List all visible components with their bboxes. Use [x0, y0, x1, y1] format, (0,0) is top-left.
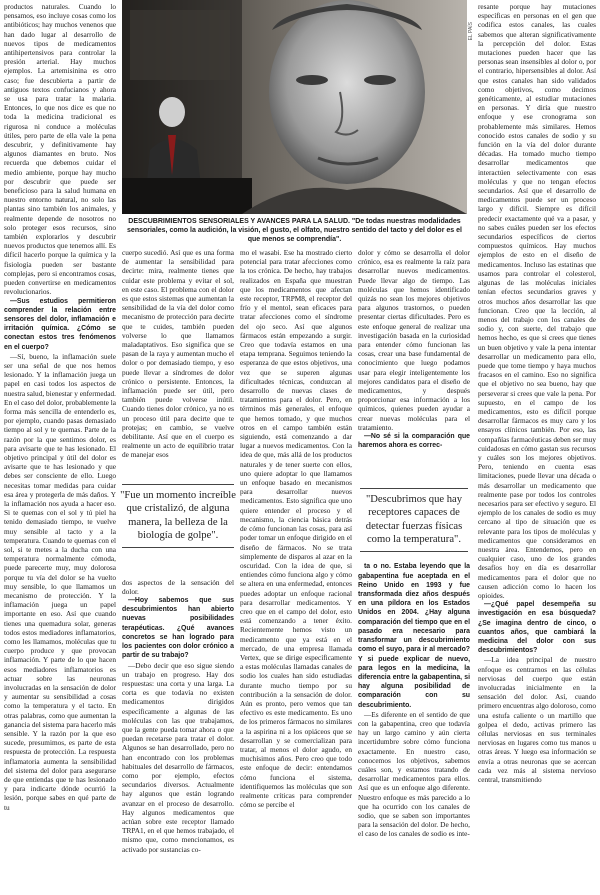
scientist-portrait-image	[122, 0, 467, 214]
article-column-4	[358, 248, 470, 894]
photo-credit: EL PAÍS	[468, 22, 474, 41]
pull-quote-2	[354, 488, 474, 552]
article-column-5	[478, 2, 596, 894]
column-2-bottom	[122, 578, 234, 854]
article-column-2	[122, 248, 234, 894]
article-photo	[122, 0, 467, 214]
article-column-3	[240, 248, 352, 894]
interview-question: —No sé si la comparación que haremos ahora es correc-	[358, 433, 470, 450]
interview-question: —Hoy sabemos que sus descubrimientos han abierto nuevas posibilidades terapéuticas. ¿Qué avances concretos se han logrado para los pacientes con dolor crónico a partir de su trabajo?	[122, 597, 234, 660]
article-paragraph: —Sí, bueno, la inflamación suele ser una señal de que nos hemos lesionado. Y la inflamación juega un papel en casi todos los aspectos de nuestra salud, bienestar y enfermedad. En el caso del dolor, probablemente la forma más sencilla de entenderlo es, por ejemplo, cuando pasas demasiado tiempo al sol y te quemas. Parte de la razón por la que sentimos dolor, es para avisarte que te has lesionado. El objetivo principal y útil del dolor es avisarte que te has lesionado y que debes ser consciente de ello. Luego necesitas tomar medidas para cuidar esa área y protegerla de más daños. Y la inflamación nos ayuda a hacer eso. Si te quemas con el sol y tú piel ha tenido demasiado tiempo, te vuelve muy sensible al tacto y a la temperatura. Cuando te quemas con el sol, si te metes a la ducha con una temperatura normalmente cómoda, puede parecerte muy, muy dolorosa porque tu vía del dolor se ha vuelto muy sensible, lo que llamamos un mecanismo de protección. Y la inflamación juega un papel importante en eso. Así que cuando tienes una quemadura solar, generas todos estos mediadores inflamatorios, como les llamamos, moléculas que tu cuerpo produce y que provocan inflamación. Y parte de lo que hacen esos mediadores inflamatorios es actuar sobre las neuronas involucradas en la sensación de dolor y aumentar su sensibilidad a cosas como la temperatura y el tacto. En otras palabras, como que aumentan la ganancia del sistema para hacerlo más sensible. Y la razón por la que eso sucede, presumimos, es parte de esta respuesta de protección. La respuesta inflamatoria aumenta la sensibilidad del sistema del dolor para asegurarse de que entiendas que te has lesionado y para indicarte dónde ocurrió la lesión, porque sabes en qué parte de tu	[4, 351, 116, 812]
interview-question: —Sus estudios permitieron comprender la relación entre sensores del dolor, inflamación e irritación química. ¿Cómo se conectan estos tres fenómenos en el cuerpo?	[4, 297, 116, 351]
column-4-bottom	[358, 562, 470, 838]
article-paragraph: dos aspectos de la sensación del dolor.	[122, 577, 234, 596]
pull-quote-2-text: "Descubrimos que hay receptores capaces de detectar fuerzas físicas como la temperatura".	[365, 494, 463, 546]
article-paragraph: mo el wasabi. Ese ha mostrado cierto potencial para tratar afecciones como la tos crónica. De hecho, hay trabajos realizados en España que muestran que los medicamentos que afectan este receptor, TRPM8, el receptor del frío y el mentol, sean eficaces para tratar afecciones como el síndrome del ojo seco. Así que algunos fármacos están empezando a surgir. Creo que todavía estamos en una etapa temprana. Seguimos teniendo la esperanza de que estos objetivos, una vez que se superen algunas dificultades técnicas, conduzcan al desarrollo de nuevas clases de tratamientos para el dolor. Pero, en términos más generales, el enfoque que hemos tomado, y que muchos otros en el campo también están siguiendo, está comenzando a dar lugar a nuevos medicamentos. Con la idea de que, más allá de los productos naturales y de tener suerte con ellos, uno quiere adoptar lo que llamamos un enfoque basado en mecanismos para desarrollar nuevos medicamentos. Esto significa que uno quiere entender el proceso y el mecanismo, la ciencia básica detrás de cómo funcionan las cosas, para así poder tomar un enfoque dirigido en el diseño de fármacos. No se trata simplemente de disparos al azar en la oscuridad. Con la idea de que, si entiendes cómo funciona algo y cómo se altera en una enfermedad, entonces puedes adoptar un enfoque racional para desarrollar medicamentos. Y creo que en el campo del dolor, esto está comenzando a tener éxito. Recientemente hemos visto un medicamento que ya está en el mercado, de una empresa llamada Vertex, que se dirige específicamente a estas moléculas llamadas canales de sodio los cuales han sido estudiadas durante mucho tiempo por su contribución a la sensación de dolor. Aún es pronto, pero vemos que tan efectivo es este medicamento. Es uno de los primeros fármacos no similares a la aspirina ni a los opiáceos que se desarrollan y se comercializan para tratar, al menos el dolor agudo, en muchísimos años. Pero creo que todo este enfoque de decir: entendamos cómo funciona el sistema, identifiquemos las moléculas que son realmente críticas para comprender cómo se percibe el	[240, 248, 352, 810]
article-paragraph: dolor y cómo se desarrolla el dolor crónico, esa es realmente la raíz para desarrollar nuevos medicamentos. Puede llevar algo de tiempo. Las moléculas que hemos identificado quizás no sean los mejores objetivos para algunos trastornos, o pueden presentar ciertas dificultades. Pero es este enfoque general de realizar una investigación basada en la curiosidad para entender cómo funcionan las cosas, crear una base fundamental de conocimiento que luego podamos usar para elegir inteligentemente los mejores candidatos para el diseño de medicamentos, y después proporcionar esa información a los químicos, quienes pueden ayudar a crear nuevas moléculas para el tratamiento.	[358, 248, 470, 432]
interview-question: ta o no. Estaba leyendo que la gabapentina fue aceptada en el Reino Unido en 1993 y fue transformada diez años después en una píldora en los Estados Unidos en 2004. ¿Hay alguna comparación del tiempo que en el pasado era necesario para transformar un descubrimiento como el suyo, para ir al mercado? Y si puede explicar de nuevo, para legos en la medicina, la diferencia entre la gabapentina, si hay alguna posibilidad de comparación con su descubrimiento.	[358, 563, 470, 709]
pull-quote-rule-bottom	[360, 551, 468, 552]
interview-question: —¿Qué papel desempeña su investigación en esa búsqueda? ¿Se imagina dentro de cinco, o cuantos años, que cambiará la medicina del dolor con sus descubrimientos?	[478, 601, 596, 655]
column-4-top	[358, 248, 470, 450]
pull-quote-rule-bottom	[122, 547, 234, 548]
article-paragraph: productos naturales. Cuando lo pensamos, eso incluye cosas como los antibióticos; hay muchos venenos que han dado lugar al desarrollo de nuevos tipos de medicamentos antihipertensivos para controlar la presión arterial. Hay muchos ejemplos. La artemisinina es otro caso; fue descubierta a partir de antiguos textos confucianos y ahora se usa para tratar la malaria. Entonces, lo que nos dice es que no toda la medicina tradicional es rigurosa ni conduce a moléculas útiles, pero parte de ella vale la pena descubrir, y definitivamente hay algunos diamantes en bruto. Nos recuerda que debemos cuidar el medio ambiente, porque hay mucho por descubrir que puede ser beneficioso para la salud humana en nuestro entorno natural, no solo las plantas sino también los animales, y realmente depende de nosotros no solo proteger esos recursos, sino también explorarlos y descubrir nuevos productos que tenemos allí. Es difícil hacerlo porque la química y la fisiología pueden ser bastante complejas, pero si encontramos cosas, pueden convertirse en medicamentos revolucionarios.	[4, 2, 116, 297]
article-paragraph: resante porque hay mutaciones específicas en personas en el gen que codifica estos canales, las cuales sabemos que alteran significativamente la percepción del dolor. Estas mutaciones pueden hacer que las personas sean insensibles al dolor o, por el contrario, hipersensibles al dolor. Así que estos canales han sido validados como objetivos, como decimos genéticamente, al estudiar mutaciones en personas. Y diría que nuestro enfoque y ese cronograma son probablemente más similares. Hemos conocido estos canales de sodio y su función en la vía del dolor durante décadas. Ha tomado mucho tiempo desarrollar medicamentos que interactúen selectivamente con esas moléculas y que no tengan efectos secundarios. Así que el desarrollo de medicamentos puede ser un proceso largo y difícil. Siempre es difícil predecir exactamente qué va a pasar, y no sabes cuáles pueden ser los efectos secundarios específicos de ciertos compuestos químicos. Hay muchos ejemplos de esto en el diseño de medicamentos. Incluso las estatinas que usamos para controlar el colesterol, algunas de las moléculas iniciales tenían efectos secundarios graves y otros muchos años desarrollar las que funcionan. Creo que la lección, al menos del trabajo con los canales de sodio y, con suerte, del trabajo que hemos hecho, es que si crees que tienes un buen objetivo y vale la pena intentar desarrollar un medicamento para ello, puede que tome tiempo y haya muchos fracasos en el camino. Eso no significa que el objetivo no sea bueno, hay que perseverar si crees que vale la pena. Por supuesto, en el campo de los medicamentos, esto es difícil porque desarrollar fármacos es muy caro y los ensayos clínicos también. Por eso, las compañías farmacéuticas deben ser muy cuidadosas en cómo gastan sus recursos y cuáles son los mejores objetivos. Pero, teniendo en cuenta esas limitaciones, puede llevar una década o más desarrollar un medicamento que realmente pase por todos los controles necesarios para ser efectivo y seguro. El ejemplo de los canales de sodio es muy cercano al tipo de situación que es relevante para los tipos de moléculas y medicamentos que consideramos en nuestra área. Entendemos, pero en cualquier caso, uno de los grandes desafíos hoy en día es desarrollar medicamentos para el dolor que no causen adicción como lo hacen los opioides.	[478, 2, 596, 600]
article-paragraph: —Debo decir que eso sigue siendo un trabajo en progreso. Hay dos respuestas: una corta y una larga. La corta es que todavía no existen medicamentos dirigidos específicamente a algunas de las moléculas con las que trabajamos, que la gente pueda tomar ahora o que puedan recetarse para tratar el dolor. Algunos se han desarrollado, pero no han encontrado con los problemas habituales del desarrollo de fármacos, como por ejemplo, efectos secundarios diversos. Actualmente hay algunos que están logrando avanzar en el proceso de desarrollo. Hay algunos medicamentos que actúan sobre este receptor llamado TRPA1, en el que hemos trabajado, el mismo que, como mencionamos, es activado por sustancias co-	[122, 660, 234, 854]
article-paragraph: —La idea principal de nuestro enfoque es centrarnos en las células nerviosas del cuerpo que están involucradas inicialmente en la sensación del dolor. Así, cuando primero encuentras algo doloroso, como una estufa caliente o un martillo que golpea el dedo, activas primero las células nerviosas en sus terminales nerviosas en lugares como tus manos u otras áreas. Y luego esa información se envía a otras neuronas que se acercan cada vez más al sistema nervioso central, transmitiendo	[478, 655, 596, 785]
pull-quote-1-text: "Fue un momento increíble que cristalizó, de alguna manera, la belleza de la biología de golpe".	[120, 490, 236, 542]
article-paragraph: cuerpo sucedió. Así que es una forma de aumentar la sensibilidad para decirte: mira, realmente tienes que cuidar este problema y evitar el sol, en este caso. El problema con el dolor es que estos sistemas que aumentan la sensibilidad de la vía del dolor como mecanismo de protección para decirte que te cuides, también pueden volverse lo que llamamos maladaptativos. Eso significa que se pasan de la raya y aumentan mucho el dolor o por demasiado tiempo, y eso puede llevar a síndromes de dolor crónico o persistente. Entonces, la inflamación puede ser útil, pero también puede volverse inútil. Cuando tienes dolor crónico, ya no es un proceso útil para decirte que te protejas; en cambio, se vuelve debilitante. Así que en el cuerpo es realmente un acto de equilibrio tratar de manejar esos	[122, 248, 234, 460]
article-paragraph: —Es diferente en el sentido de que con la gabapentina, creo que todavía hay un largo camino y aún cierta incertidumbre sobre cómo funciona exactamente. En nuestro caso, conocemos los objetivos, sabemos cuáles son, y estamos tratando de desarrollar medicamentos para ellos. Así que es un enfoque algo diferente. Nuestro enfoque es más parecido a lo que ha ocurrido con los canales de sodio, que se saben son importantes para la sensación del dolor. De hecho, el caso de los canales de sodio es inte-	[358, 709, 470, 839]
column-2-top	[122, 248, 234, 460]
article-column-1	[4, 2, 116, 894]
photo-caption: DESCUBRIMIENTOS SENSORIALES Y AVANCES PARA LA SALUD. "De todas nuestras modalidades sensoriales, como la audición, la visión, el gusto, el olfato, nuestro sentido del tacto y del dolor es el que menos se comprendía".	[127, 218, 462, 243]
pull-quote-1	[116, 484, 240, 548]
